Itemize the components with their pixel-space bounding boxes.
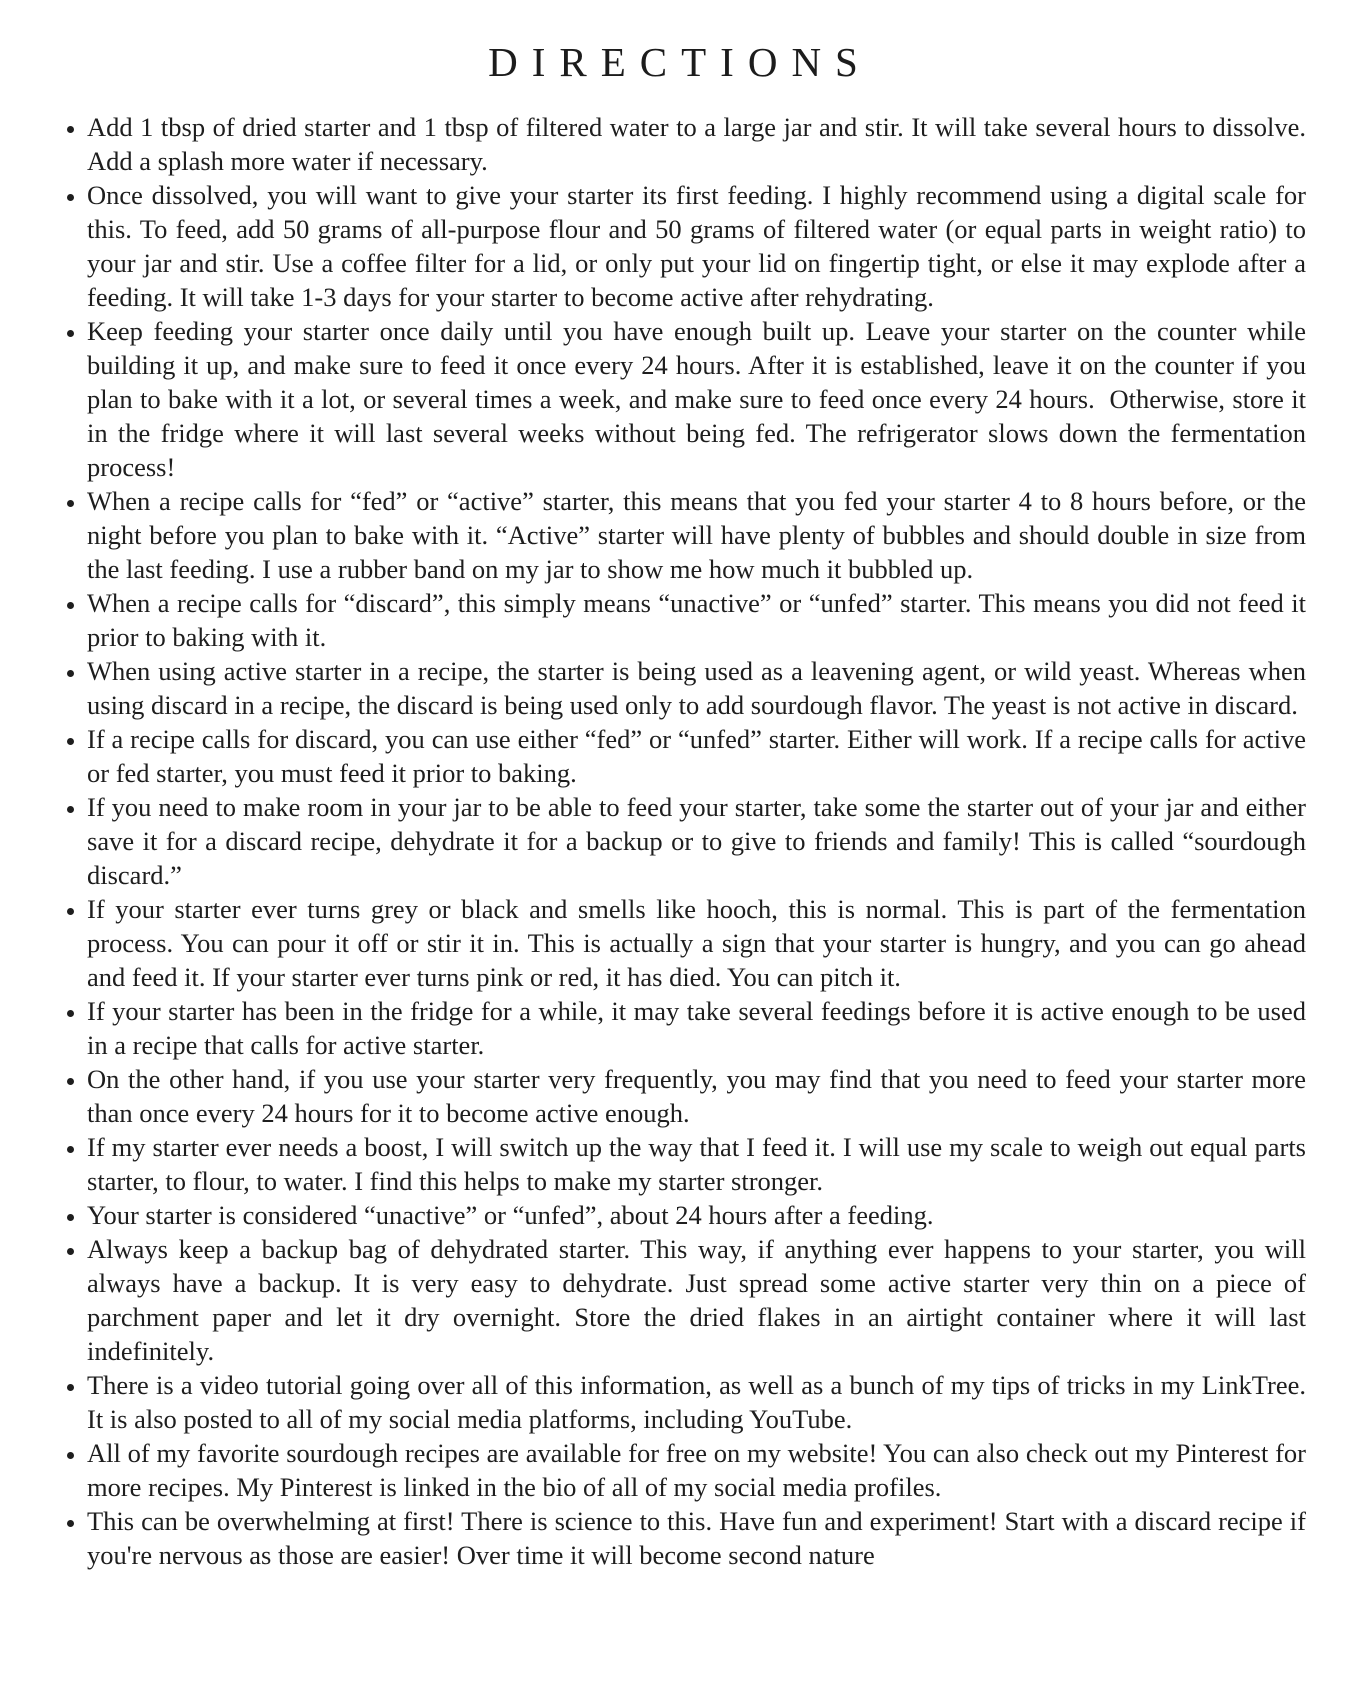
directions-bullet: • When a recipe calls for “fed” or “active” starter, this means that you fed your starter 4 to 8 hours before, or the night before you plan to bake with it. “Active” starter will have plenty of bubbles and should double in size from the last feeding. I use a rubber band on my jar to show me how much it bubbled up. — [87, 484, 1306, 586]
directions-bullet: • Once dissolved, you will want to give your starter its first feeding. I highly recommend using a digital scale for this. To feed, add 50 grams of all-purpose flour and 50 grams of filtered water (or equal parts in weight ratio) to your jar and stir. Use a coffee filter for a lid, or only put your lid on fingertip tight, or else it may explode after a feeding. It will take 1-3 days for your starter to become active after rehydrating. — [87, 178, 1306, 314]
directions-bullet: • When using active starter in a recipe, the starter is being used as a leavening agent, or wild yeast. Whereas when using discard in a recipe, the discard is being used only to add sourdough flavor. The yeast is not active in discard. — [87, 654, 1306, 722]
directions-bullet: • Add 1 tbsp of dried starter and 1 tbsp of filtered water to a large jar and stir. It will take several hours to dissolve. Add a splash more water if necessary. — [87, 110, 1306, 178]
directions-bullet: • Keep feeding your starter once daily until you have enough built up. Leave your starter on the counter while building it up, and make sure to feed it once every 24 hours. After it is established, leave it on the counter if you plan to bake with it a lot, or several times a week, and make sure to feed once every 24 hours. Otherwise, store it in the fridge where it will last several weeks without being fed. The refrigerator slows down the fermentation process! — [87, 314, 1306, 484]
directions-bullet: • All of my favorite sourdough recipes are available for free on my website! You can also check out my Pinterest for more recipes. My Pinterest is linked in the bio of all of my social media profiles. — [87, 1436, 1306, 1504]
page-title: DIRECTIONS — [488, 39, 872, 85]
directions-bullet: • On the other hand, if you use your starter very frequently, you may find that you need to feed your starter more than once every 24 hours for it to become active enough. — [87, 1062, 1306, 1130]
directions-bullet: • Always keep a backup bag of dehydrated starter. This way, if anything ever happens to your starter, you will always have a backup. It is very easy to dehydrate. Just spread some active starter very thin on a piece of parchment paper and let it dry overnight. Store the dried flakes in an airtight container where it will last indefinitely. — [87, 1232, 1306, 1368]
directions-bullet: • If you need to make room in your jar to be able to feed your starter, take some the starter out of your jar and either save it for a discard recipe, dehydrate it for a backup or to give to friends and family! This is called “sourdough discard.” — [87, 790, 1306, 892]
directions-bullet: • If a recipe calls for discard, you can use either “fed” or “unfed” starter. Either will work. If a recipe calls for active or fed starter, you must feed it prior to baking. — [87, 722, 1306, 790]
directions-bullet: • There is a video tutorial going over all of this information, as well as a bunch of my tips of tricks in my LinkTree. It is also posted to all of my social media platforms, including YouTube. — [87, 1368, 1306, 1436]
directions-list — [0, 110, 1346, 1572]
directions-bullet: • When a recipe calls for “discard”, this simply means “unactive” or “unfed” starter. This means you did not feed it prior to baking with it. — [87, 586, 1306, 654]
directions-bullet: • If my starter ever needs a boost, I will switch up the way that I feed it. I will use my scale to weigh out equal parts starter, to flour, to water. I find this helps to make my starter stronger. — [87, 1130, 1306, 1198]
directions-bullet: • Your starter is considered “unactive” or “unfed”, about 24 hours after a feeding. — [87, 1198, 1306, 1232]
directions-bullet: • If your starter has been in the fridge for a while, it may take several feedings before it is active enough to be used in a recipe that calls for active starter. — [87, 994, 1306, 1062]
directions-bullet: • If your starter ever turns grey or black and smells like hooch, this is normal. This is part of the fermentation process. You can pour it off or stir it in. This is actually a sign that your starter is hungry, and you can go ahead and feed it. If your starter ever turns pink or red, it has died. You can pitch it. — [87, 892, 1306, 994]
directions-bullet: • This can be overwhelming at first! There is science to this. Have fun and experiment! Start with a discard recipe if you're nervous as those are easier! Over time it will become second nature — [87, 1504, 1306, 1572]
